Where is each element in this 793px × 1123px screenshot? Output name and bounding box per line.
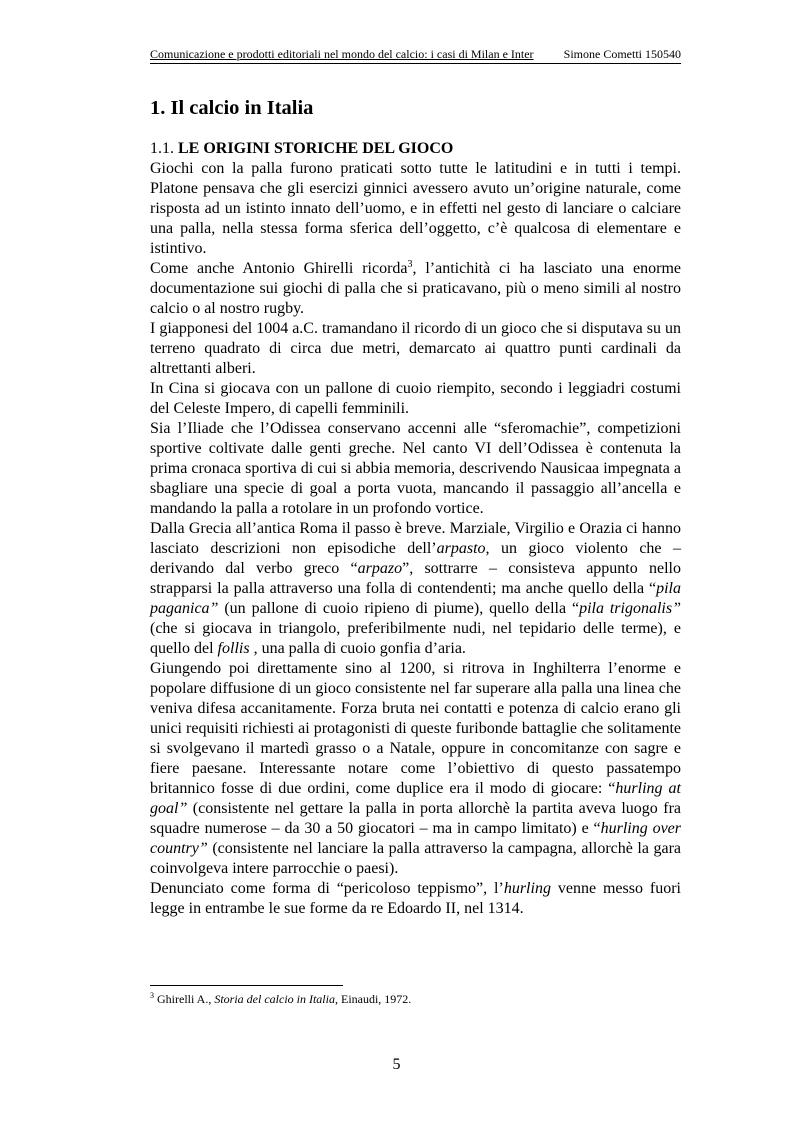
header-rule <box>150 63 681 64</box>
footnote-work-title: Storia del calcio in Italia <box>214 992 335 1006</box>
section-number: 1.1. <box>150 140 174 157</box>
section-name: LE ORIGINI STORICHE DEL GIOCO <box>178 140 454 157</box>
running-header <box>150 46 681 62</box>
footnote-rule <box>150 985 343 986</box>
header-author: Simone Cometti 150540 <box>563 47 681 61</box>
paragraph-3: I giapponesi del 1004 a.C. tramandano il ricordo di un gioco che si disputava su un terreno quadrato di circa due metri, demarcato ai quattro punti cardinali da altrettanti alberi. <box>150 320 681 377</box>
paragraph-5: Sia l’Iliade che l’Odissea conservano accenni alle “sferomachie”, competizioni sportive coltivate dalle genti greche. Nel canto VI dell’Odissea è contenuta la prima cronaca sportiva di cui si abbia memoria, descrivendo Nausicaa impegnata a sbagliare una specie di goal a porta vuota, mancando il passaggio all’ancella e mandando la palla a rotolare in un profondo vortice. <box>150 420 681 517</box>
paragraph-1: Giochi con la palla furono praticati sotto tutte le latitudini e in tutti i tempi. Platone pensava che gli esercizi ginnici avessero avuto un’origine naturale, come risposta ad un istinto innato dell’uomo, e in effetti nel gesto di lanciare o calciare una palla, nella stessa forma sferica dell’oggetto, c’è qualcosa di elementare e istintivo. <box>150 160 681 257</box>
chapter-title: 1. Il calcio in Italia <box>150 97 314 119</box>
body-text <box>150 159 681 919</box>
paragraph-7: Giungendo poi direttamente sino al 1200, si ritrova in Inghilterra l’enorme e popolare diffusione di un gioco consistente nel far superare alla palla una linea che veniva difesa accanitamente. Forza bruta nei contatti e potenza di calcio erano gli unici requisiti richiesti ai protagonisti di queste furibonde battaglie che solitamente si svolgevano il martedì grasso o a Natale, oppure in concomitanze con sagre e fiere paesane. Interessante notare come l’obiettivo di questo passatempo britannico fosse di due ordini, come duplice era il modo di giocare: “hurling at goal” (consistente nel gettare la palla in porta allorchè la partita aveva luogo fra squadre numerose – da 30 a 50 giocatori – ma in campo limitato) e “hurling over country” (consistente nel lanciare la palla attraverso la campagna, allorchè la gara coinvolgeva intere parrocchie o paesi). <box>150 660 682 877</box>
section-title <box>150 139 453 159</box>
paragraph-4: In Cina si giocava con un pallone di cuoio riempito, secondo i leggiadri costumi del Celeste Impero, di capelli femminili. <box>150 380 681 417</box>
footnote: $^3$ Ghirelli A., Storia del calcio in Italia, Einaudi, 1972. <box>150 991 412 1006</box>
footnote-reference: 3 <box>407 259 413 270</box>
header-title: Comunicazione e prodotti editoriali nel mondo del calcio: i casi di Milan e Inter <box>150 47 534 61</box>
paragraph-2: Come anche Antonio Ghirelli ricorda$^3$, l’antichità ci ha lasciato una enorme documentazione sui giochi di palla che si praticavano, più o meno simili al nostro calcio o al nostro rugby. <box>150 259 682 317</box>
paragraph-6: Dalla Grecia all’antica Roma il passo è breve. Marziale, Virgilio e Orazia ci hanno lasciato descrizioni non episodiche dell’arpasto, un gioco violento che – derivando dal verbo greco “arpazo”, sottrarre – consisteva appunto nello strapparsi la palla attraverso una folla di contendenti; ma anche quello della “pila paganica” (un pallone di cuoio ripieno di piume), quello della “pila trigonalis” (che si giocava in triangolo, preferibilmente nudi, nel tepidario delle terme), e quello del follis , una palla di cuoio gonfia d’aria. <box>150 520 681 657</box>
footnote-number: 3 <box>150 991 154 1000</box>
page-number: 5 <box>392 1056 401 1073</box>
paragraph-8: Denunciato come forma di “pericoloso teppismo”, l’hurling venne messo fuori legge in entrambe le sue forme da re Edoardo II, nel 1314. <box>150 880 681 917</box>
